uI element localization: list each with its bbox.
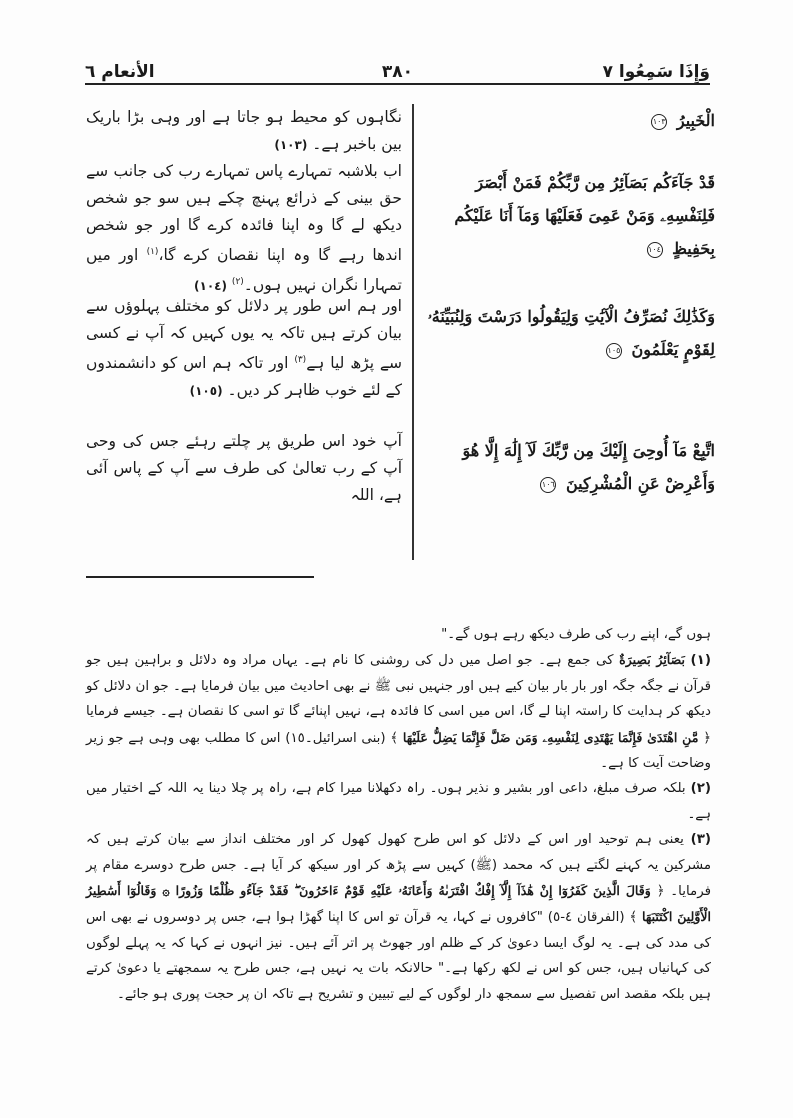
footnote bbox=[86, 776, 711, 827]
translation-text: نگاہوں کو محیط ہو جاتا ہے اور وہی بڑا باریک بین باخبر ہے۔ bbox=[86, 108, 402, 153]
verse-number: (١٠٤) bbox=[194, 279, 227, 294]
ayah-text: قَدْ جَآءَكُم بَصَآئِرُ مِن رَّبِّكُمْ فَمَنْ أَبْصَرَ فَلِنَفْسِهِۦ وَمَنْ عَمِىَ فَعَلَيْهَا وَمَآ أَنَا عَلَيْكُم بِحَفِيظٍ bbox=[454, 173, 715, 258]
translation-text: اور میں تمہارا نگران نہیں ہوں۔ bbox=[86, 246, 402, 295]
translation-text: اب بلاشبہ تمہارے پاس تمہارے رب کی جانب سے حق بینی کے ذرائع پہنچ چکے ہیں سو جو شخص دیکھ لے گا وہ اپنا فائدہ کرے گا اور جو شخص اندھا رہے گا وہ اپنا نقصان کرے گا، bbox=[86, 162, 402, 265]
footnote-ref: (٣) bbox=[294, 355, 307, 365]
column-divider bbox=[412, 104, 414, 560]
ayah-end-marker-icon: ١٠٣ bbox=[651, 114, 667, 130]
translation-paragraph bbox=[86, 428, 402, 509]
footnote-divider bbox=[86, 576, 314, 578]
translation-text: اور ہم اس طور پر دلائل کو مختلف پہلوؤں سے بیان کرتے ہیں تاکہ یہ یوں کہیں کہ آپ نے کسی سے پڑھ لیا ہے bbox=[86, 297, 402, 373]
ayah-text: وَكَذَٰلِكَ نُصَرِّفُ الْآيَٰتِ وَلِيَقُولُوا دَرَسْتَ وَلِنُبَيِّنَهُۥ لِقَوْمٍ يَعْلَمُونَ bbox=[427, 307, 715, 359]
ayah bbox=[425, 104, 715, 137]
footnote bbox=[86, 827, 711, 1007]
surah-name: الأنعام ٦ bbox=[85, 62, 155, 82]
footnote bbox=[86, 647, 711, 776]
footnote-ref: (٢) bbox=[231, 277, 244, 288]
footnote-text: ﴾ (بنی اسرائیل۔١٥) اس کا مطلب بھی وہی ہے جو زیر وضاحت آیت کا ہے۔ bbox=[86, 730, 711, 772]
page-header bbox=[85, 62, 710, 84]
ayah-text: الْخَبِيرُ bbox=[676, 111, 715, 130]
quran-quote: وَقَالَ الَّذِينَ كَفَرُوٓا إِنْ هَٰذَآ إِلَّآ إِفْكٌ افْتَرَىٰهُ وَأَعَانَهُۥ عَلَيْهِ قَوْمٌ ءَاخَرُونَ ۖ فَقَدْ جَآءُو ظُلْمًا وَزُورًا ۞ وَقَالُوٓا أَسَٰطِيرُ الْأَوَّلِينَ اكْتَتَبَهَا bbox=[86, 883, 711, 925]
translation-paragraph bbox=[86, 293, 402, 405]
verse-number: (١٠٣) bbox=[274, 138, 308, 152]
footnote-text: کی جمع ہے۔ جو اصل میں دل کی روشنی کا نام ہے۔ یہاں مراد وہ دلائل و براہین ہیں جو قرآن نے جگہ جگہ اور بار بار بیان کیے ہیں اور جنہیں نبی ﷺ نے بھی احادیث میں بیان فرمایا ہے۔ جو ان دلائل کو دیکھ کر ہدایت کا راستہ اپنا لے گا، اس میں اسی کا فائدہ ہے، نہیں اپنائے گا تو اسی کا نقصان ہے۔ جیسے فرمایا ﴿ bbox=[86, 653, 711, 746]
footnote-ref: (١) bbox=[146, 247, 159, 257]
page-number: ٣٨٠ bbox=[381, 62, 414, 82]
translation-text: اور تاکہ ہم اس کو دانشمندوں کے لئے خوب ظاہر کر دیں۔ bbox=[86, 354, 402, 400]
footnote-text: ﴾ (الفرقان ٤-٥) "کافروں نے کہا، یہ قرآن تو اس کا اپنا گھڑا ہوا ہے، جس پر دوسروں نے بھی اس کی مدد کی ہے۔ یہ لوگ ایسا دعویٰ کر کے ظلم اور جھوٹ پر اتر آئے ہیں۔ نیز انہوں نے کہا کہ یہ پہلے لوگوں کی کہانیاں ہیں، جس کو اس نے لکھ رکھا ہے۔" حالانکہ بات یہ نہیں ہے، جس طرح یہ سمجھتے یا دعویٰ کرتے ہیں بلکہ مقصد اس تفصیل سے سمجھ دار لوگوں کے لیے تبیین و تشریح ہے تاکہ ان پر حجت پوری ہو جائے۔ bbox=[86, 910, 711, 1002]
ayah bbox=[425, 434, 715, 500]
translation-paragraph bbox=[86, 158, 402, 300]
footnote-text: بلکہ صرف مبلغ، داعی اور بشیر و نذیر ہوں۔ راہ دکھلانا میرا کام ہے، راہ پر چلا دینا یہ اللہ کے اختیار میں ہے۔ bbox=[86, 781, 711, 822]
ayah-end-marker-icon: ١٠٦ bbox=[540, 477, 556, 493]
ayah-text: اتَّبِعْ مَآ أُوحِىَ إِلَيْكَ مِن رَّبِّكَ لَآ إِلَٰهَ إِلَّا هُوَ وَأَعْرِضْ عَنِ الْمُشْرِكِينَ bbox=[462, 441, 715, 493]
ayah-end-marker-icon: ١٠٥ bbox=[606, 343, 622, 359]
footnote-number: (١) bbox=[690, 653, 711, 669]
footnote-continuation: ہوں گے، اپنے رب کی طرف دیکھ رہے ہوں گے۔" bbox=[441, 627, 711, 642]
quran-quote: مَّنِ اهْتَدَىٰ فَإِنَّمَا يَهْتَدِى لِنَفْسِهِۦ وَمَن ضَلَّ فَإِنَّمَا يَضِلُّ عَلَيْهَا bbox=[402, 729, 699, 745]
ayah bbox=[425, 300, 715, 366]
footnote-number: (٢) bbox=[690, 781, 711, 797]
ayah-end-marker-icon: ١٠٤ bbox=[647, 242, 663, 258]
footnote-text: یعنی ہم توحید اور اس کے دلائل کو اس طرح کھول کھول کر اور مختلف انداز سے بیان کرتے ہیں کہ مشرکین یہ کہنے لگتے ہیں کہ محمد (ﷺ) کہیں سے پڑھ کر اور سیکھ کر آیا ہے۔ جس طرح دوسرے مقام پر فرمایا۔ ﴿ bbox=[86, 832, 712, 900]
footnotes bbox=[86, 622, 711, 1007]
ayah bbox=[425, 166, 715, 265]
translation-paragraph bbox=[86, 104, 402, 159]
para-name: وَإِذَا سَمِعُوا ٧ bbox=[602, 62, 710, 82]
verse-number: (١٠٥) bbox=[189, 384, 223, 399]
footnote-number: (٣) bbox=[690, 832, 711, 848]
translation-text: آپ خود اس طریق پر چلتے رہئے جس کی وحی آپ کے رب تعالیٰ کی طرف سے آپ کے پاس آئی ہے، اللہ bbox=[86, 432, 402, 504]
header-divider bbox=[85, 83, 710, 85]
quran-quote: بَصَآئِرُ بَصِيرَةٌ bbox=[619, 652, 685, 668]
